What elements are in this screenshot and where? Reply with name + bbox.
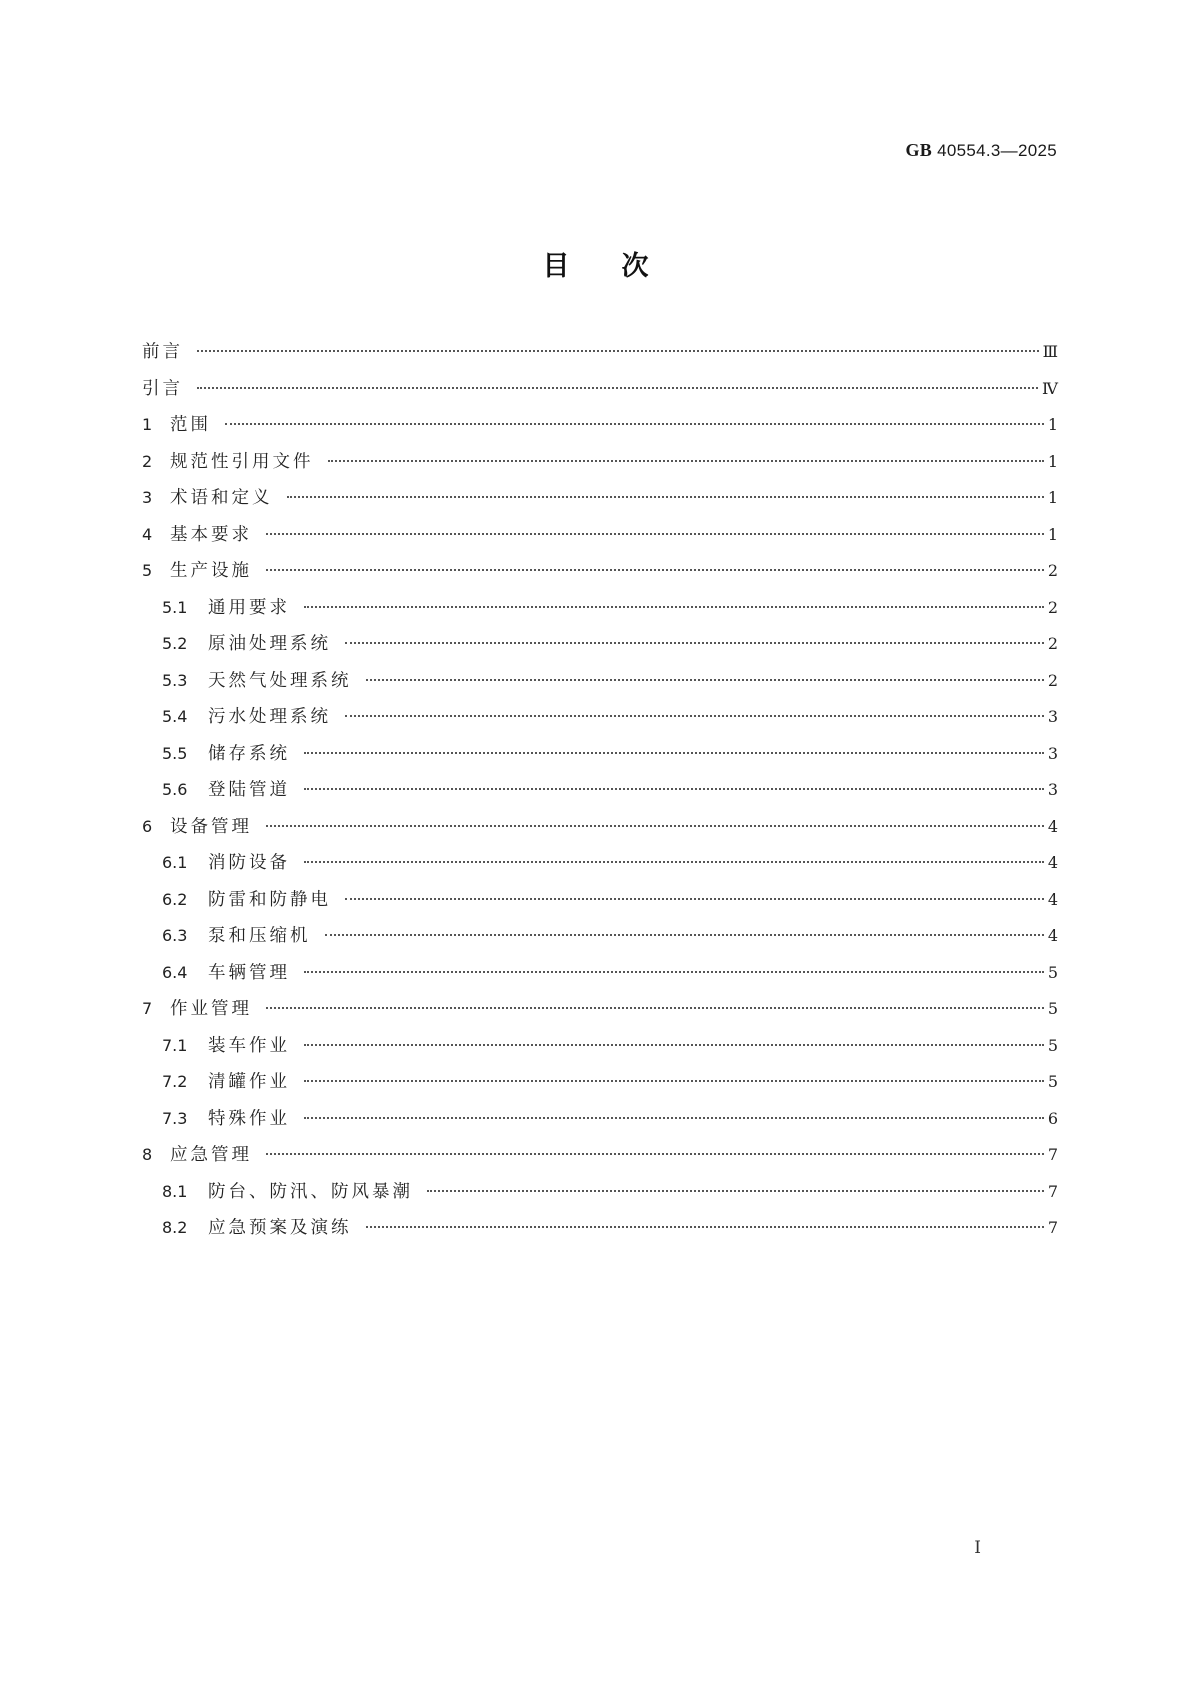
toc-entry-page: 2	[1047, 597, 1058, 617]
toc-entry-number: 4	[142, 524, 153, 544]
toc-entry-page: Ⅲ	[1042, 342, 1058, 361]
toc-dot-leader	[266, 1153, 1044, 1155]
toc-entry-page: 5	[1047, 962, 1058, 982]
toc-entry-number: 7.3	[162, 1108, 188, 1128]
toc-dot-leader	[366, 679, 1044, 681]
toc-entry[interactable]	[142, 736, 1058, 773]
toc-entry-number: 7.2	[162, 1072, 188, 1091]
toc-entry-page: 1	[1047, 524, 1058, 544]
toc-dot-leader	[325, 934, 1044, 936]
toc-entry-page: 2	[1047, 634, 1058, 653]
toc-entry[interactable]	[142, 1028, 1058, 1065]
toc-entry-label: 术语和定义	[170, 488, 273, 508]
toc-entry-number: 8.2	[162, 1218, 188, 1237]
toc-entry-number: 5.1	[162, 597, 188, 617]
toc-entry-page: 4	[1047, 926, 1058, 945]
toc-entry-page: 7	[1047, 1218, 1058, 1237]
toc-entry-page: 5	[1047, 1072, 1058, 1091]
toc-entry-number: 6.2	[162, 889, 188, 909]
toc-entry-page: 7	[1047, 1181, 1058, 1201]
document-code-prefix: GB	[905, 140, 933, 160]
toc-entry-number: 8	[142, 1145, 153, 1164]
toc-dot-leader	[304, 861, 1044, 863]
toc-entry-number: 2	[142, 451, 153, 471]
toc-entry-label: 天然气处理系统	[208, 670, 352, 691]
toc-dot-leader	[197, 350, 1039, 352]
toc-entry-label: 防台、防汛、防风暴潮	[208, 1181, 413, 1202]
toc-dot-leader	[345, 642, 1044, 644]
toc-entry-page: 3	[1047, 707, 1058, 726]
toc-title: 目次	[542, 251, 701, 282]
toc-entry-number: 7	[142, 999, 153, 1018]
toc-entry-label: 范围	[170, 415, 211, 435]
toc-entry[interactable]	[142, 1137, 1058, 1174]
toc-entry-label: 应急预案及演练	[208, 1218, 352, 1238]
toc-entry-label: 车辆管理	[208, 962, 290, 983]
toc-entry-number: 5.5	[162, 743, 188, 763]
toc-entry-number: 8.1	[162, 1181, 188, 1201]
toc-entry-page: 2	[1047, 561, 1058, 580]
toc-entry-label: 引言	[142, 378, 183, 399]
toc-dot-leader	[304, 1117, 1044, 1119]
toc-dot-leader	[287, 496, 1044, 498]
toc-entry-page: 1	[1047, 488, 1058, 507]
toc-entry-number: 7.1	[162, 1035, 188, 1055]
toc-entry-label: 应急管理	[170, 1145, 252, 1165]
toc-entry-page: 1	[1047, 451, 1058, 471]
toc-entry[interactable]	[142, 882, 1058, 919]
toc-entry[interactable]	[142, 553, 1058, 590]
toc-entry[interactable]	[142, 444, 1058, 481]
toc-entry[interactable]	[142, 772, 1058, 809]
toc-dot-leader	[328, 460, 1044, 462]
toc-entry[interactable]	[142, 991, 1058, 1028]
toc-entry-page: 3	[1047, 780, 1058, 799]
toc-entry-label: 污水处理系统	[208, 707, 331, 727]
toc-dot-leader	[304, 606, 1044, 608]
toc-entry-page: 7	[1047, 1145, 1058, 1164]
toc-entry-label: 设备管理	[170, 816, 252, 837]
toc-entry[interactable]	[142, 1101, 1058, 1138]
toc-entry[interactable]	[142, 1064, 1058, 1101]
toc-entry-number: 5.6	[162, 780, 188, 799]
toc-dot-leader	[345, 715, 1044, 717]
toc-entry-number: 1	[142, 415, 153, 434]
toc-dot-leader	[266, 569, 1044, 571]
toc-entry-page: 5	[1047, 1035, 1058, 1055]
toc-dot-leader	[345, 898, 1044, 900]
toc-entry[interactable]	[142, 1210, 1058, 1247]
toc-entry-label: 泵和压缩机	[208, 926, 311, 946]
document-code-number: 40554.3—2025	[937, 141, 1057, 160]
document-code	[905, 140, 1057, 161]
toc-entry[interactable]	[142, 334, 1058, 371]
toc-entry[interactable]	[142, 699, 1058, 736]
toc-dot-leader	[197, 387, 1038, 389]
toc-entry[interactable]	[142, 371, 1058, 408]
toc-entry[interactable]	[142, 590, 1058, 627]
toc-entry-label: 原油处理系统	[208, 634, 331, 654]
toc-entry-page: 4	[1047, 853, 1058, 872]
toc-entry-label: 基本要求	[170, 524, 252, 545]
toc-entry-number: 5	[142, 561, 153, 580]
toc-entry-page: 6	[1047, 1108, 1058, 1128]
toc-entry[interactable]	[142, 407, 1058, 444]
toc-entry[interactable]	[142, 663, 1058, 700]
toc-entry-number: 6.3	[162, 926, 188, 945]
toc-dot-leader	[304, 752, 1044, 754]
toc-entry-label: 清罐作业	[208, 1072, 290, 1092]
toc-dot-leader	[427, 1190, 1044, 1192]
toc-entry[interactable]	[142, 809, 1058, 846]
toc-entry-label: 前言	[142, 342, 183, 362]
toc-entry-page: 4	[1047, 816, 1058, 836]
toc-entry-label: 储存系统	[208, 743, 290, 764]
page-number: I	[974, 1538, 981, 1558]
toc-entry-label: 登陆管道	[208, 780, 290, 800]
toc-entry-label: 防雷和防静电	[208, 889, 331, 910]
toc-entry[interactable]	[142, 918, 1058, 955]
toc-entry-page: 4	[1047, 889, 1058, 909]
toc-entry-number: 5.4	[162, 707, 188, 726]
toc-dot-leader	[266, 1007, 1044, 1009]
toc-entry-number: 3	[142, 488, 153, 507]
toc-entry-label: 作业管理	[170, 999, 252, 1019]
toc-dot-leader	[304, 1080, 1044, 1082]
toc-entry[interactable]	[142, 480, 1058, 517]
toc-entry-number: 6	[142, 816, 153, 836]
toc-entry-label: 规范性引用文件	[170, 451, 314, 472]
toc-entry-page: 2	[1047, 670, 1058, 690]
toc-entry-label: 消防设备	[208, 853, 290, 873]
toc-dot-leader	[366, 1226, 1044, 1228]
toc-entry[interactable]	[142, 1174, 1058, 1211]
toc-dot-leader	[266, 533, 1044, 535]
toc-entry-label: 装车作业	[208, 1035, 290, 1056]
toc-entry-label: 通用要求	[208, 597, 290, 618]
toc-dot-leader	[266, 825, 1044, 827]
toc-entry[interactable]	[142, 955, 1058, 992]
toc-entry-number: 6.4	[162, 962, 188, 982]
toc-dot-leader	[225, 423, 1044, 425]
toc-dot-leader	[304, 971, 1044, 973]
toc-entry-label: 特殊作业	[208, 1108, 290, 1129]
toc-entry-number: 5.3	[162, 670, 188, 690]
table-of-contents	[142, 334, 1058, 1247]
toc-entry-number: 5.2	[162, 634, 188, 653]
toc-entry-label: 生产设施	[170, 561, 252, 581]
toc-entry-page: Ⅳ	[1042, 378, 1058, 398]
toc-entry[interactable]	[142, 517, 1058, 554]
toc-entry[interactable]	[142, 626, 1058, 663]
toc-entry[interactable]	[142, 845, 1058, 882]
toc-entry-number: 6.1	[162, 853, 188, 872]
toc-entry-page: 3	[1047, 743, 1058, 763]
toc-dot-leader	[304, 788, 1044, 790]
toc-entry-page: 1	[1047, 415, 1058, 434]
toc-dot-leader	[304, 1044, 1044, 1046]
toc-entry-page: 5	[1047, 999, 1058, 1018]
